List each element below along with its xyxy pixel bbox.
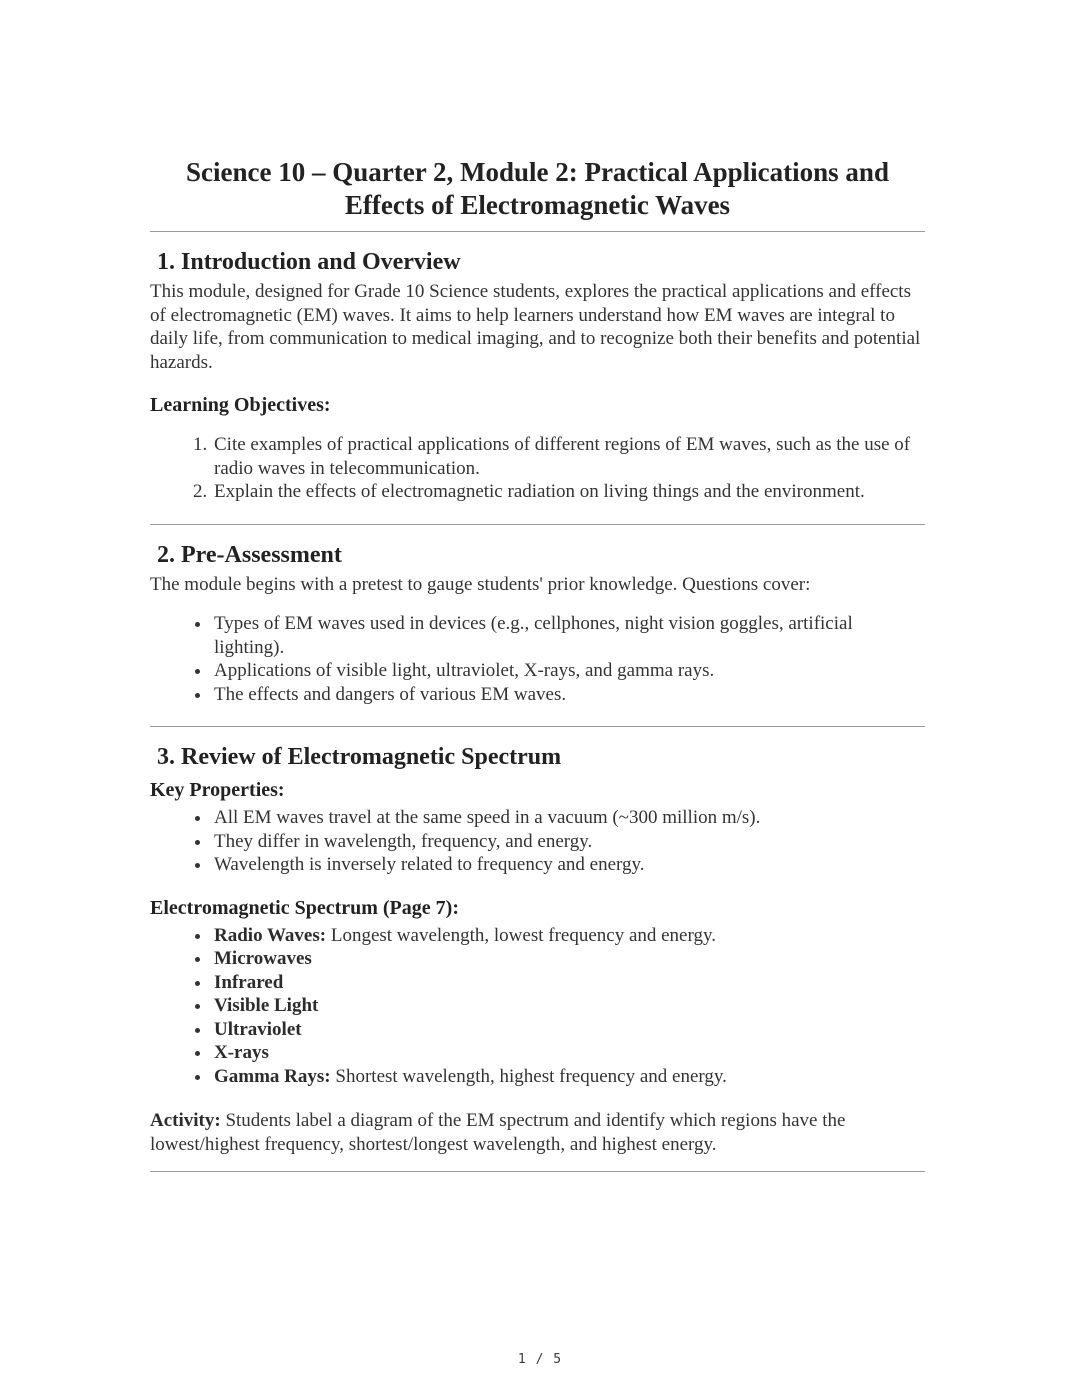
spectrum-term: Radio Waves: xyxy=(214,924,327,946)
spectrum-desc: Longest wavelength, lowest frequency and energy. xyxy=(326,924,716,946)
list-item xyxy=(212,1041,925,1065)
spectrum-term: Microwaves xyxy=(214,948,312,969)
list-item: • Wavelength is inversely related to frequency and energy. xyxy=(212,853,925,877)
section-paragraph: This module, designed for Grade 10 Science students, explores the practical applications and effects of electromagnetic (EM) waves. It aims to help learners understand how EM waves are integral to daily life, from communication to medical imaging, and to recognize both their benefits and potential hazards. xyxy=(150,281,921,373)
spectrum-term: Infrared xyxy=(214,971,284,993)
list-item xyxy=(212,947,925,971)
list-item: • The effects and dangers of various EM waves. xyxy=(212,683,925,707)
section-divider xyxy=(150,231,925,232)
section-paragraph: The module begins with a pretest to gauge students' prior knowledge. Questions cover: xyxy=(150,573,811,595)
list-item xyxy=(212,1065,925,1089)
spectrum-list xyxy=(150,924,925,1089)
activity-paragraph xyxy=(150,1109,925,1156)
key-properties-list xyxy=(150,806,925,877)
section-divider xyxy=(150,1171,925,1172)
activity-label: Activity: xyxy=(150,1110,221,1131)
page-title: Science 10 – Quarter 2, Module 2: Practical Applications and Effects of Electromagnetic Waves xyxy=(186,157,889,220)
topics-list xyxy=(150,612,925,706)
section-introduction xyxy=(150,247,925,504)
section-heading: 2. Pre-Assessment xyxy=(157,541,342,568)
section-divider xyxy=(150,726,925,727)
list-item: • Types of EM waves used in devices (e.g., cellphones, night vision goggles, artificial lighting). xyxy=(212,612,925,659)
list-item: 1. Cite examples of practical applications of different regions of EM waves, such as the use of radio waves in telecommunication. xyxy=(212,433,925,480)
activity-text: Students label a diagram of the EM spectrum and identify which regions have the lowest/highest frequency, shortest/longest wavelength, and highest energy. xyxy=(150,1110,846,1155)
list-item: • Applications of visible light, ultraviolet, X-rays, and gamma rays. xyxy=(212,659,925,683)
sub-heading: Learning Objectives: xyxy=(150,394,331,416)
objectives-list xyxy=(150,433,925,504)
spectrum-term: Ultraviolet xyxy=(214,1018,302,1040)
list-item: 2. Explain the effects of electromagnetic radiation on living things and the environment. xyxy=(212,480,925,504)
sub-heading: Electromagnetic Spectrum (Page 7): xyxy=(150,896,459,919)
document-content xyxy=(150,0,925,1172)
list-item xyxy=(212,1018,925,1042)
section-heading: 3. Review of Electromagnetic Spectrum xyxy=(157,744,562,770)
section-em-spectrum-review xyxy=(150,742,925,1156)
list-item: • They differ in wavelength, frequency, and energy. xyxy=(212,830,925,854)
list-item xyxy=(212,924,925,948)
section-pre-assessment xyxy=(150,540,925,707)
list-item: • All EM waves travel at the same speed in a vacuum (~300 million m/s). xyxy=(212,806,925,830)
page-number-indicator: 1 / 5 xyxy=(517,1352,563,1367)
list-item xyxy=(212,994,925,1018)
spectrum-desc: Shortest wavelength, highest frequency and energy. xyxy=(330,1065,727,1087)
section-divider xyxy=(150,524,925,525)
section-heading: 1. Introduction and Overview xyxy=(157,249,461,275)
spectrum-term: X-rays xyxy=(214,1042,269,1063)
spectrum-term: Gamma Rays: xyxy=(214,1065,331,1087)
list-item xyxy=(212,971,925,995)
sub-heading: Key Properties: xyxy=(150,779,285,801)
spectrum-term: Visible Light xyxy=(214,995,319,1016)
